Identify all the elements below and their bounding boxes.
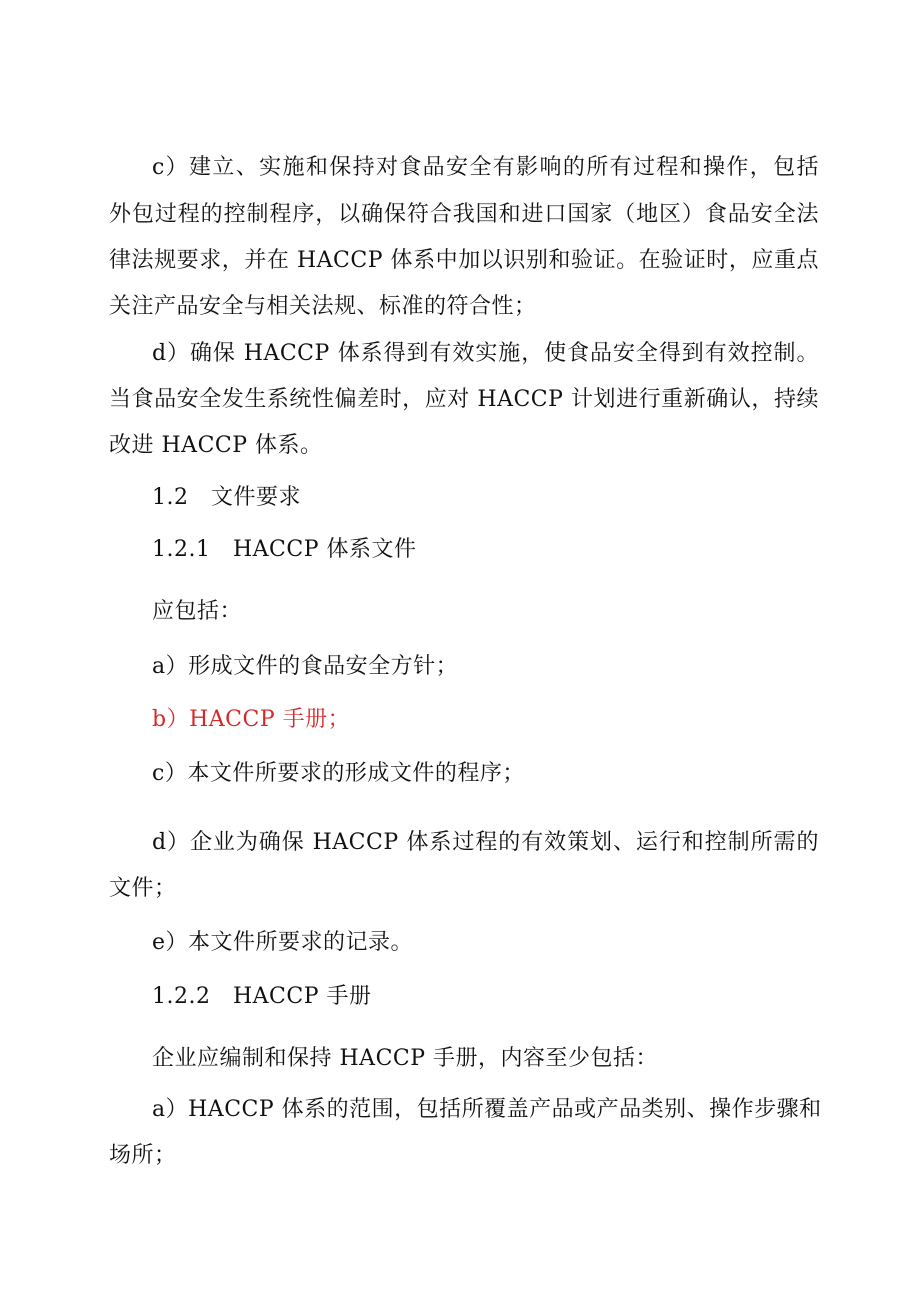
manual-item-a-line-2: 场所； — [109, 1143, 177, 1168]
list-item-d-line-1: d）企业为确保 HACCP 体系过程的有效策划、运行和控制所需的 — [152, 830, 819, 855]
manual-item-a-line-1: a）HACCP 体系的范围，包括所覆盖产品或产品类别、操作步骤和 — [152, 1097, 822, 1122]
list-item-b: b）HACCP 手册； — [152, 707, 351, 732]
list-item-e: e）本文件所要求的记录。 — [152, 930, 414, 955]
manual-intro-text: 企业应编制和保持 HACCP 手册，内容至少包括： — [152, 1046, 659, 1071]
para-d-line-2: 当食品安全发生系统性偏差时，应对 HACCP 计划进行重新确认，持续 — [109, 387, 819, 412]
list-item-c: c）本文件所要求的形成文件的程序； — [152, 761, 525, 786]
para-d-line-1: d）确保 HACCP 体系得到有效实施，使食品安全得到有效控制。 — [152, 341, 819, 366]
section-heading-1-2-1: 1.2.1 HACCP 体系文件 — [152, 537, 417, 562]
section-heading-1-2-2: 1.2.2 HACCP 手册 — [152, 984, 372, 1009]
para-d-line-3: 改进 HACCP 体系。 — [109, 433, 323, 458]
should-include-text: 应包括： — [152, 599, 243, 624]
section-heading-1-2: 1.2 文件要求 — [152, 485, 301, 510]
list-item-d-line-2: 文件； — [109, 876, 177, 901]
list-item-a: a）形成文件的食品安全方针； — [152, 654, 459, 679]
para-c-line-2: 外包过程的控制程序，以确保符合我国和进口国家（地区）食品安全法 — [109, 202, 819, 227]
para-c-line-4: 关注产品安全与相关法规、标准的符合性； — [109, 294, 537, 319]
para-c-line-3: 律法规要求，并在 HACCP 体系中加以识别和验证。在验证时，应重点 — [109, 248, 819, 273]
para-c-line-1: c）建立、实施和保持对食品安全有影响的所有过程和操作，包括 — [152, 155, 819, 180]
